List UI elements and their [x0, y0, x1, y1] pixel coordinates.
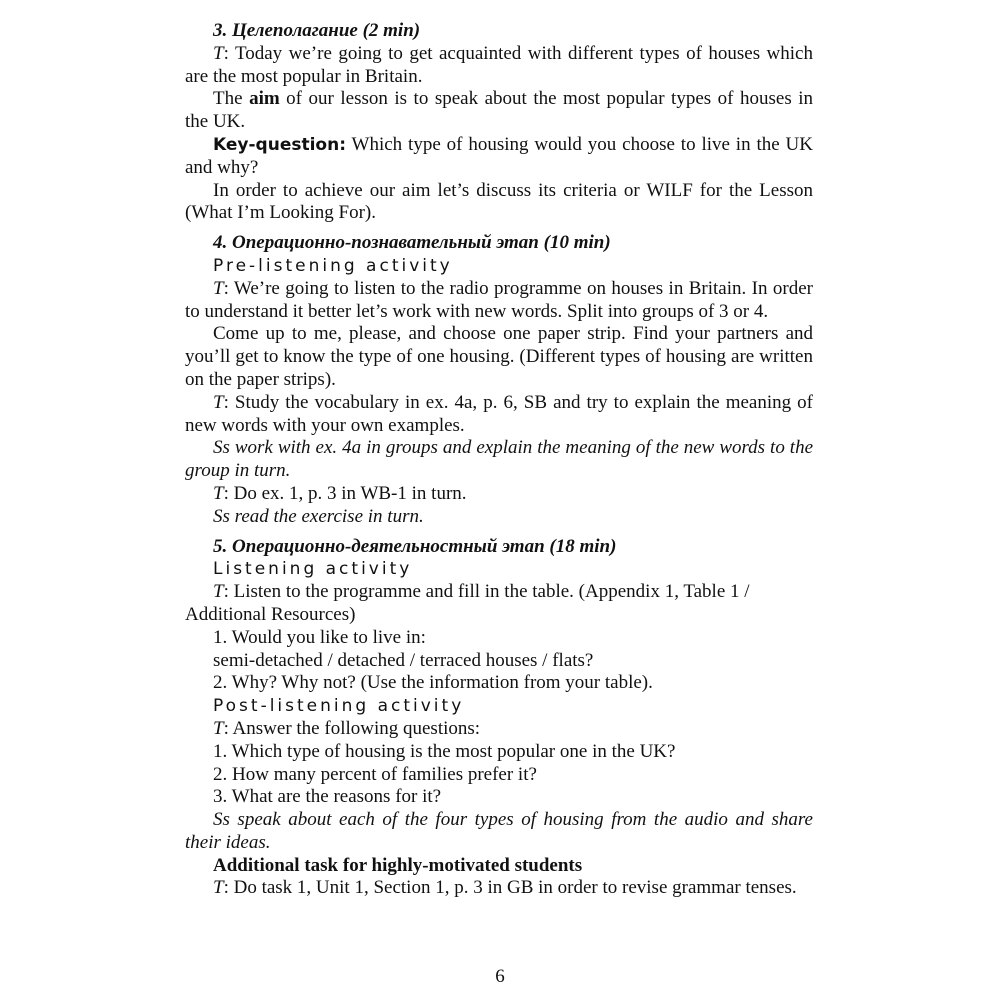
question-item: 3. What are the reasons for it? [213, 786, 442, 808]
paragraph [185, 718, 813, 741]
page-content [185, 20, 813, 900]
question-item: 2. Why? Why not? (Use the information from your table). [213, 672, 653, 694]
subsection-heading: Listening activity [213, 559, 413, 580]
teacher-label: T [213, 581, 224, 603]
teacher-label: T [213, 277, 224, 299]
paragraph-text: : We’re going to listen to the radio programme on houses in Britain. In order to understand it better let’s work with new words. Split into groups of 3 or 4. [185, 277, 813, 322]
paragraph-text: of our lesson is to speak about the most popular types of houses in the UK. [185, 88, 814, 133]
aim-word: aim [249, 88, 280, 110]
student-activity: Ss work with ex. 4a in groups and explain the meaning of the new words to the group in turn. [185, 437, 813, 482]
subsection-heading: Pre-listening activity [213, 255, 453, 276]
teacher-label: T [213, 482, 224, 504]
paragraph-text: The [213, 88, 250, 110]
teacher-label: T [213, 717, 224, 739]
paragraph [185, 392, 813, 438]
section-3-heading: 3. Целеполагание (2 min) [213, 20, 421, 41]
paragraph-text: : Listen to the programme and fill in the table. (Appendix 1, Table 1 / Additional Resources) [185, 581, 750, 625]
section-5-heading: 5. Операционно-деятельностный этап (18 min) [213, 535, 617, 557]
key-question-label: Key-question: [213, 134, 346, 155]
paragraph-text: : Do ex. 1, p. 3 in WB-1 in turn. [223, 482, 467, 504]
additional-task-heading: Additional task for highly-motivated students [213, 854, 583, 876]
paragraph [185, 581, 813, 627]
teacher-label: T [213, 391, 224, 413]
teacher-label: T [213, 877, 224, 899]
question-item: 1. Would you like to live in: [213, 626, 426, 648]
paragraph: In order to achieve our aim let’s discuss its criteria or WILF for the Lesson (What I’m Looking For). [185, 179, 813, 224]
paragraph [185, 278, 813, 324]
paragraph [185, 43, 813, 89]
paragraph-text: : Do task 1, Unit 1, Section 1, p. 3 in GB in order to revise grammar tenses. [223, 877, 797, 899]
paragraph: Come up to me, please, and choose one paper strip. Find your partners and you’ll get to know the type of one housing. (Different types of housing are written on the paper strips). [185, 323, 813, 390]
paragraph [185, 134, 813, 180]
question-item: 2. How many percent of families prefer it? [213, 763, 537, 785]
paragraph-text: : Study the vocabulary in ex. 4a, p. 6, SB and try to explain the meaning of new words with your own examples. [185, 391, 813, 436]
paragraph [185, 88, 813, 134]
paragraph-text: : Answer the following questions: [223, 717, 481, 739]
paragraph-text: : Today we’re going to get acquainted with different types of houses which are the most popular in Britain. [185, 42, 813, 87]
paragraph [185, 877, 813, 900]
page-number: 6 [495, 966, 505, 987]
teacher-label: T [213, 42, 224, 64]
question-item: semi-detached / detached / terraced houses / flats? [213, 649, 594, 671]
student-activity: Ss read the exercise in turn. [213, 505, 424, 527]
question-item: 1. Which type of housing is the most popular one in the UK? [213, 740, 676, 762]
subsection-heading: Post-listening activity [213, 696, 465, 717]
section-4-heading: 4. Операционно-познавательный этап (10 min) [213, 232, 611, 254]
paragraph [185, 483, 813, 506]
paragraph-text: Which type of housing would you choose to live in the UK and why? [185, 133, 813, 178]
student-activity: Ss speak about each of the four types of housing from the audio and share their ideas. [185, 809, 813, 853]
